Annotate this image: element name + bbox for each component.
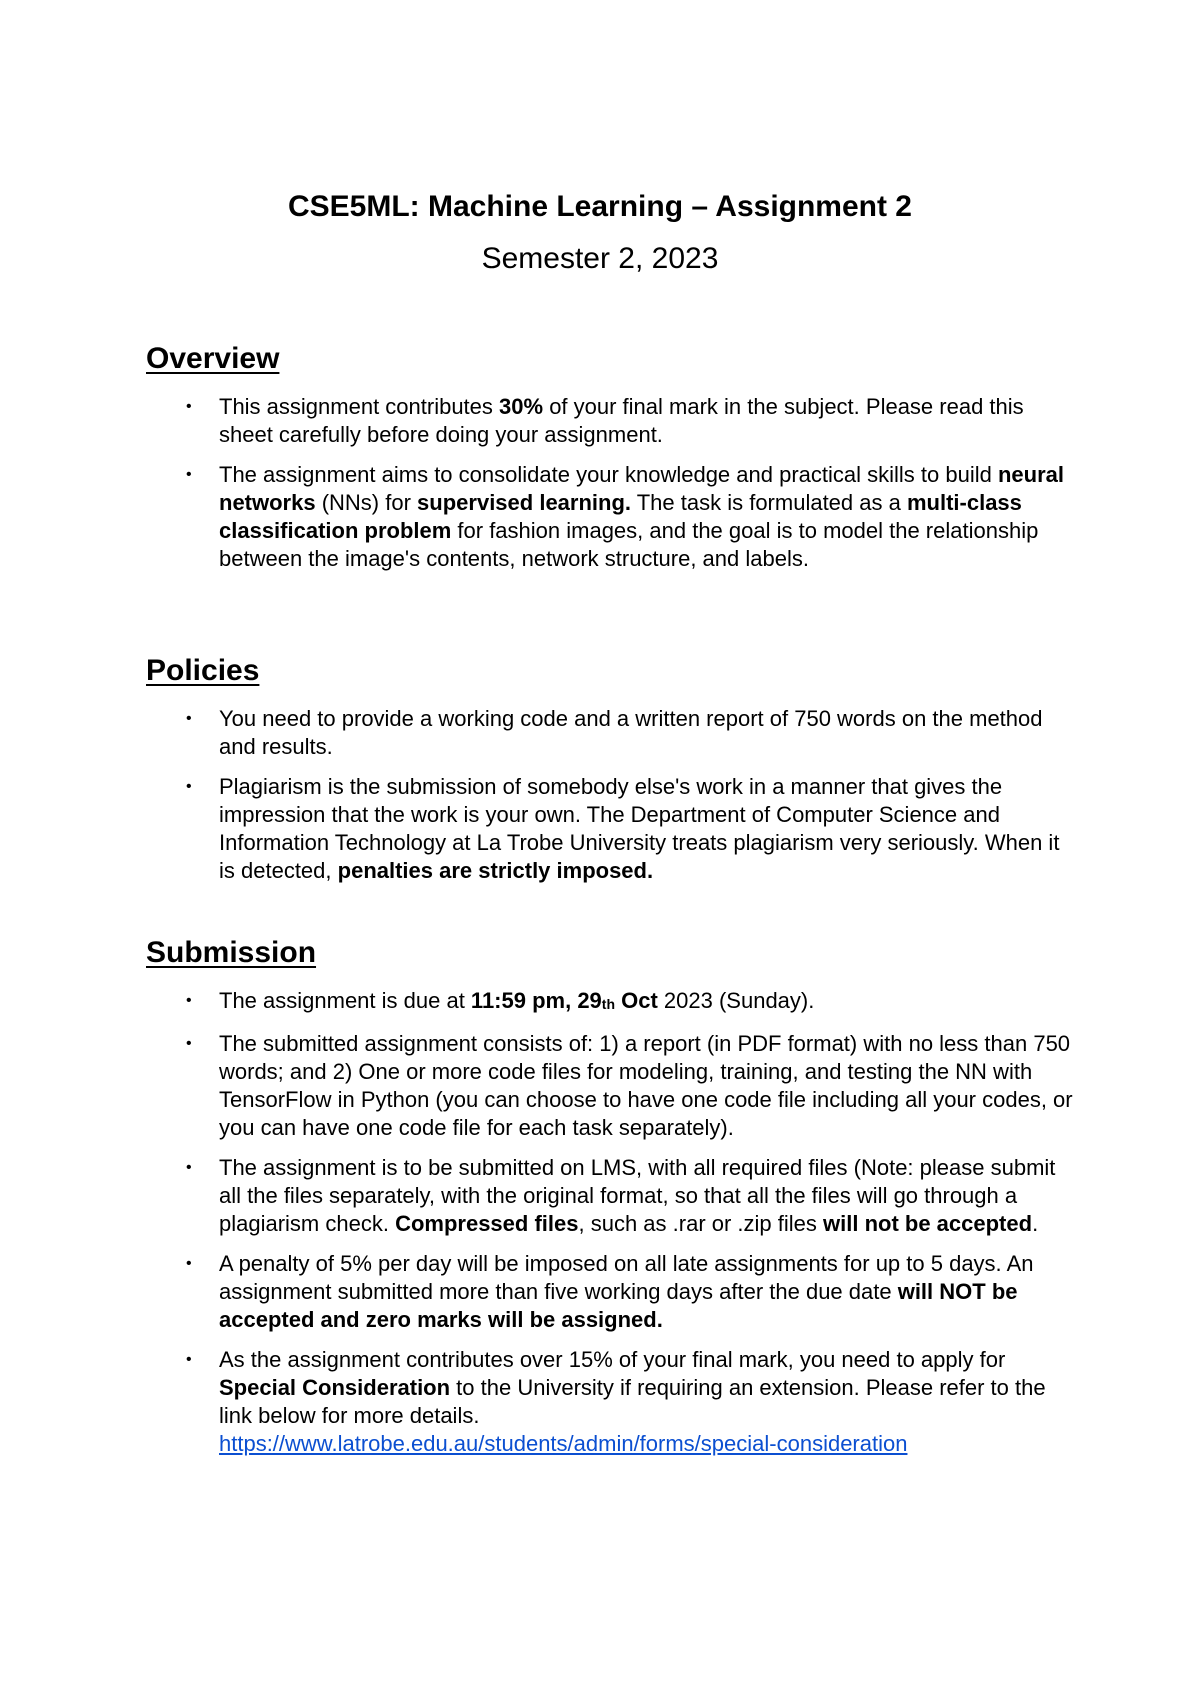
list-item: • You need to provide a working code and a written report of 750 words on the method and results. [186, 706, 1043, 759]
submission-heading: Submission [146, 936, 317, 969]
overview-list [146, 393, 1076, 573]
document-title: CSE5ML: Machine Learning – Assignment 2 [287, 190, 912, 223]
list-item: • Plagiarism is the submission of somebody else's work in a manner that gives the impression that the work is your own. The Department of Computer Science and Information Technology at La Trobe University treats plagiarism very seriously. When it is detected, penalties are strictly imposed. [186, 774, 1060, 883]
list-item: • A penalty of 5% per day will be imposed on all late assignments for up to 5 days. An assignment submitted more than five working days after the due date will NOT be accepted and zero marks will be assigned. [186, 1251, 1034, 1332]
bullet-icon: • [186, 398, 192, 415]
bullet-icon: • [186, 1351, 192, 1368]
list-item: • The assignment aims to consolidate your knowledge and practical skills to build neural networks (NNs) for supervised learning. The task is formulated as a multi-class classification problem for fashion images, and the goal is to model the relationship between the image's contents, network structure, and labels. [186, 462, 1064, 571]
due-time: 11:59 pm, 29 [470, 988, 602, 1013]
bullet-icon: • [186, 992, 192, 1009]
overview-section [146, 340, 1076, 585]
policies-list [146, 705, 1076, 885]
overview-heading: Overview [146, 342, 280, 375]
bullet-icon: • [186, 710, 192, 727]
bullet-icon: • [186, 466, 192, 483]
list-item: • The assignment is due at 11:59 pm, 29th Oct 2023 (Sunday). [186, 988, 815, 1013]
special-consideration-link[interactable]: https://www.latrobe.edu.au/students/admin/forms/special-consideration [219, 1431, 908, 1456]
document-subtitle: Semester 2, 2023 [481, 242, 719, 275]
policies-heading: Policies [146, 654, 260, 687]
bullet-icon: • [186, 1035, 192, 1052]
list-item: • This assignment contributes 30% of your final mark in the subject. Please read this sheet carefully before doing your assignment. [186, 394, 1024, 447]
list-item: • The assignment is to be submitted on LMS, with all required files (Note: please submit all the files separately, with the original format, so that all the files will go through a plagiarism check. Compressed files, such as .rar or .zip files will not be accepted. [186, 1155, 1056, 1236]
list-item: • As the assignment contributes over 15% of your final mark, you need to apply for Special Consideration to the University if requiring an extension. Please refer to the link below for more details. https://www.latrobe.edu.au/students/admin/forms/special-consideration [186, 1347, 1046, 1456]
submission-list [146, 987, 1076, 1458]
bullet-icon: • [186, 1159, 192, 1176]
bullet-icon: • [186, 1255, 192, 1272]
bullet-icon: • [186, 778, 192, 795]
policies-section [146, 652, 1076, 897]
list-item: • The submitted assignment consists of: 1) a report (in PDF format) with no less than 750 words; and 2) One or more code files for modeling, training, and testing the NN with TensorFlow in Python (you can choose to have one code file including all your codes, or you can have one code file for each task separately). [186, 1031, 1073, 1140]
submission-section [146, 934, 1076, 1470]
